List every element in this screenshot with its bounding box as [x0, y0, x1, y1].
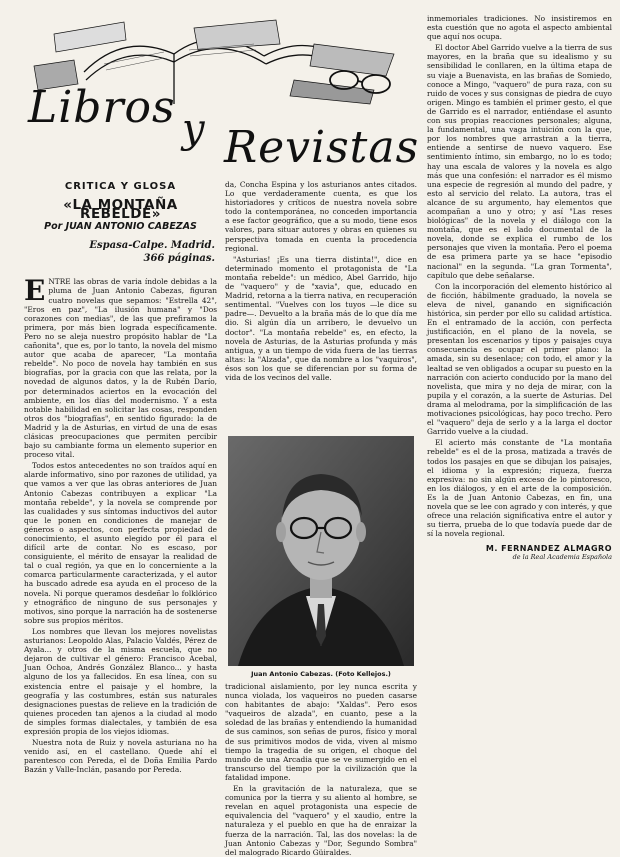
- page-count: 366 páginas.: [143, 253, 215, 265]
- column-3: [427, 14, 612, 824]
- paragraph: Los nombres que llevan los mejores novelistas asturianos: Leopoldo Alas, Palacio Valdés, Pérez de Ayala... y otros de la misma escuela, que no dejaron de cultivar el género: Francisco Acebal, Juan Ochoa, Andrés González Blanco... y hasta alguno de los ya fallecidos. En esa línea, con su existencia entre el paisaje y el hombre, la geografía y las costumbres, están sus naturales designaciones puestas de relieve en la tradición de quienes proceden tan ajenos a la ciudad al modo de simples formas dialectales, y también de esa expresión propia de los viejos idiomas.: [24, 626, 217, 736]
- article-title: «LA MONTAÑA REBELDE»: [63, 197, 178, 223]
- publisher: Espasa-Calpe. Madrid.: [89, 240, 215, 252]
- paragraph: "Asturias! ¡Es una tierra distinta!", dice en determinado momento el protagonista de "La montaña rebelde": un médico, Abel Garrido, hijo de "vaquero" y de "xavia", que, educado en Madrid, retorna a la tierra nativa, en recuperación sentimental. "Vuelves con los tuyos —le dice su padre—. Devuelto a la braña más de lo que día me dio. Si algún día un arribero, le devuelvo un doctor". "La montaña rebelde" es, en efecto, la novela de Asturias, de la Asturias profunda y más antigua, y a un tiempo de vida fuera de las tierras altas: la "Alzada", que da nombre a los "vaquiros", ésos son los que se diferencian por su forma de vida de los vecinos del valle.: [225, 254, 417, 382]
- paragraph: tradicional aislamiento, por ley nunca escrita y nunca violada, los vaqueiros no pueden casarse con habitantes de abajo: "Xaldas". Pero esos "vaqueiros de alzada", en cuanto, pese a la soledad de las brañas y entendiendo la humanidad de sus caminos, son señas de puros, físico y moral de sus primitivos modos de vida, viven al mismo tiempo la tragedia de su origen, el choque del mundo de una Arcadia que se ve sumergido en el transcurso del tiempo por la civilización que la fatalidad impone.: [225, 682, 417, 782]
- portrait-image: [228, 436, 414, 666]
- section-heading: CRITICA Y GLOSA: [64, 181, 177, 192]
- paragraph: da, Concha Espina y los asturianos antes citados. Lo que verdaderamente cuenta, es que los historiadores y críticos de nuestra novela sobre todo la contemporánea, no conceden importancia a ese factor geográfico, que a su modo, tiene esos valores, para situar autores y obras en quienes su perspectiva tomada en cuenta la procedencia regional.: [225, 180, 417, 253]
- paragraph: Todos estos antecedentes no son traídos aquí en alarde informativo, sino por razones de utilidad, ya que vamos a ver que las obras anteriores de Juan Antonio Cabezas contribuyen a explicar "La montaña rebelde", y la novela se comprende por las cualidades y sus síntomas inductivos del autor que le ponen en condiciones de manejar de géneros o aspectos, con perfecta propiedad de conocimiento, el asunto elegido por él para el difícil arte de contar. No es escaso, por consiguiente, el mérito de ensayar la realidad de tal o cual región, ya que en lo concerniente a la comarca particularmente caracterizada, y el autor ha buscado adrede esa ayuda en el proceso de la novela. Ni porque queramos desdeñar lo folklórico y etnográfico de ninguno de sus personajes y motivos, sino porque la narración ha de sostenerse sobre sus propios méritos.: [24, 461, 217, 625]
- masthead-word-y: y: [182, 106, 206, 152]
- paragraph: El doctor Abel Garrido vuelve a la tierra de sus mayores, en la braña que su idealismo y su sensibilidad le conllaren, en la última etapa de su viaje a Buenavista, en las brañas de Somiedo, conoce a Mingo, "vaquero" de pura raza, con su ruido de voces y sus consignas de piedra de cuyo origen. Mingo es también el primer gesto, el que de Garrido es el narrador, entiéndase el asunto con sus propias reacciones personales; alguna, la fundamental, una vaga intuición con la que, por los nombres que arrastran a la tierra, entiende a sentirse de nuevo vaquero. Ese sentimiento íntimo, sin embargo, no lo es todo; hay una escala de valores y la novela es algo más que una confesión: el narrador es él mismo una especie de regresión al mundo del padre, y esto al servicio del relato. La autora, tras el alcance de su argumento, hay elementos que acompañan a uno y otro; y así "Las reses biológicas" de la novela y el diálogo con la montaña, que es el lado documental de la novela, donde se explica el rumbo de los personajes que viven la montaña. Pero el poema de esa primera parte ya se hace "episodio nacional" en la segunda. "La gran Tormenta", capítulo que debe señalarse.: [427, 43, 612, 280]
- paragraph: El acierto más constante de "La montaña rebelde" es el de la prosa, matizada a través de todos los pasajes en que se dibujan los paisajes, el idioma y la expresión; riqueza, fuerza expresiva: no sin algún exceso de lo pintoresco, en los diálogos, y en el arte de la composición. Es la de Juan Antonio Cabezas, en fin, una novela que se lee con agrado y con interés, y que ofrece una relación significativa entre el autor y su tierra, prueba de lo que todavía puede dar de sí la novela regional.: [427, 438, 612, 539]
- column-2-bottom: [225, 682, 417, 857]
- column-2-top: [225, 180, 417, 430]
- paragraph: Nuestra nota de Ruiz y novela asturiana no ha venido así, en el castellano. Quede ahí el parentesco con Pereda, el de Doña Emilia Pardo Bazán y Valle-Inclán, pasando por Pereda.: [24, 738, 217, 775]
- publication-info: [26, 239, 215, 265]
- article-byline: Por JUAN ANTONIO CABEZAS: [44, 221, 197, 233]
- author-photo: [228, 436, 414, 666]
- photo-caption: Juan Antonio Cabezas. (Foto Kellejos.): [251, 670, 391, 678]
- paragraph: ENTRE las obras de varia índole debidas a la pluma de Juan Antonio Cabezas, figuran cuatro novelas que sepamos: "Estrella 42", "Eros en paz", "La ilusión humana" y "Dos corazones con medias", de las que prefiramos la primera, por más bien lograda específicamente. Pero no se aleja nuestro propósito hablar de "La cañonita", que es, por lo tanto, la novela del mismo autor que acaba de aparecer, "La montaña rebelde". No poco de novela hay también en sus biografías, por la gracia con que las relata, por la novedad de algunos datos, y la de Rubén Darío, por determinados aciertos en la evocación del ambiente, en los días del modernismo. Y a esta notable habilidad en solicitar las cosas, responden otros dos "biografías", en sentido figurado: la de Madrid y la de Asturias, en virtud de una de esas clásicas preocupaciones que permiten percibir bajo su cambiante forma un elemento superior en proceso vital.: [24, 274, 217, 460]
- column-1: [24, 180, 217, 830]
- drop-cap: E: [24, 274, 46, 308]
- paragraph: En la gravitación de la naturaleza, que se comunica por la tierra y su aliento al hombre, se revelan en aquel protagonista una especie de equivalencia del "vaquero" y el xaudio, entre la naturaleza y el pueblo en que ha de enraizar la fuerza de la narración. Tal, las dos novelas: la de Juan Antonio Cabezas y "Dor, Segundo Sombra" del malogrado Ricardo Güiraldes.: [225, 784, 417, 857]
- masthead-word-libros: Libros: [28, 82, 176, 133]
- masthead-word-revistas: Revistas: [224, 122, 420, 173]
- masthead: [14, 14, 420, 174]
- paragraph: Con la incorporación del elemento histórico al de ficción, hábilmente graduado, la novela se eleva de nivel, ganando en significación histórica, sin perder por ello su calidad artística. En el entramado de la acción, con perfecta justificación, en el plano de la novela, se presentan los escenarios y tipos y paisajes cuya consecuencia es ocupar el primer plano: la amada, sin su desenlace; con todo, el amor y la lealtad se ven obligados a ocupar su puesto en la narración con acierto conducido por la mano del novelista, que mira y no deja de mirar, con la pupila y el corazón, a la suerte de Asturias. Del drama al melodrama, por la simplificación de las motivaciones psicológicas, hay poco trecho. Pero el "vaquero" deja de serlo y a la larga el doctor Garrido vuelve a la ciudad.: [427, 281, 612, 437]
- author-signature: M. FERNANDEZ ALMAGRO: [485, 544, 612, 554]
- author-affiliation: de la Real Academia Española: [512, 553, 612, 562]
- paragraph: inmemoriales tradiciones. No insistiremos en esta cuestión que no agota el aspecto ambiental que aquí nos ocupa.: [427, 14, 612, 42]
